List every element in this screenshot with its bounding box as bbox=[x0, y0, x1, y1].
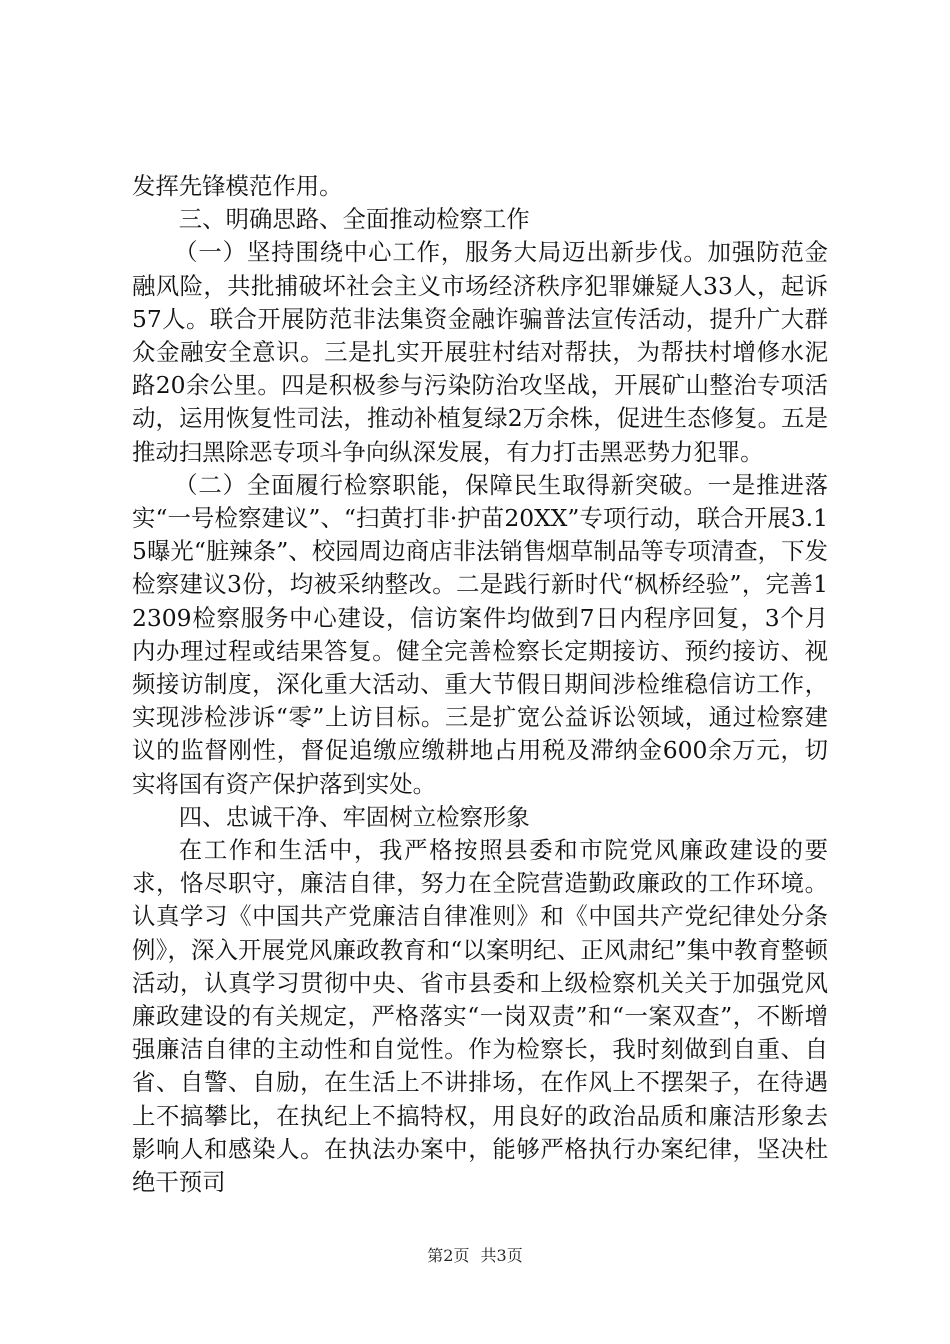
page-number-current: 第2页 bbox=[427, 1246, 470, 1265]
section-heading-four: 四、忠诚干净、牢固树立检察形象 bbox=[178, 802, 530, 831]
document-body bbox=[132, 170, 828, 1199]
paragraph-integrity: 在工作和生活中，我严格按照县委和市院党风廉政建设的要求，恪尽职守，廉洁自律，努力在全院营造勤政廉政的工作环境。认真学习《中国共产党廉洁自律准则》和《中国共产党纪律处分条例》，深入开展党风廉政教育和“以案明纪、正风肃纪”集中教育整顿活动，认真学习贯彻中央、省市县委和上级检察机关关于加强党风廉政建设的有关规定，严格落实“一岗双责”和“一案双查”，不断增强廉洁自律的主动性和自觉性。作为检察长，我时刻做到自重、自省、自警、自励，在生活上不讲排场，在作风上不摆架子，在待遇上不搞攀比，在执纪上不搞特权，用良好的政治品质和廉洁形象去影响人和感染人。在执法办案中，能够严格执行办案纪律，坚决杜绝干预司 bbox=[132, 836, 828, 1197]
paragraph-subsection-one: （一）坚持围绕中心工作，服务大局迈出新步伐。加强防范金融风险，共批捕破坏社会主义市场经济秩序犯罪嫌疑人33人，起诉57人。联合开展防范非法集资金融诈骗普法宣传活动，提升广大群众金融安全意识。三是扎实开展驻村结对帮扶，为帮扶村增修水泥路20余公里。四是积极参与污染防治攻坚战，开展矿山整治专项活动，运用恢复性司法，推动补植复绿2万余株，促进生态修复。五是推动扫黑除恶专项斗争向纵深发展，有力打击黑恶势力犯罪。 bbox=[132, 238, 828, 466]
section-heading-three: 三、明确思路、全面推动检察工作 bbox=[178, 205, 530, 234]
page-footer bbox=[0, 1246, 950, 1266]
page-number-total: 共3页 bbox=[480, 1246, 523, 1265]
paragraph-continuation: 发挥先锋模范作用。 bbox=[132, 172, 343, 200]
paragraph-subsection-two: （二）全面履行检察职能，保障民生取得新突破。一是推进落实“一号检察建议”、“扫黄打非·护苗20XX”专项行动，联合开展3.15曝光“脏辣条”、校园周边商店非法销售烟草制品等专项清查，下发检察建议3份，均被采纳整改。二是践行新时代“枫桥经验”，完善12309检察服务中心建设，信访案件均做到7日内程序回复，3个月内办理过程或结果答复。健全完善检察长定期接访、预约接访、视频接访制度，深化重大活动、重大节假日期间涉检维稳信访工作，实现涉检涉诉“零”上访目标。三是扩宽公益诉讼领域，通过检察建议的监督刚性，督促追缴应缴耕地占用税及滞纳金600余万元，切实将国有资产保护落到实处。 bbox=[132, 470, 828, 798]
